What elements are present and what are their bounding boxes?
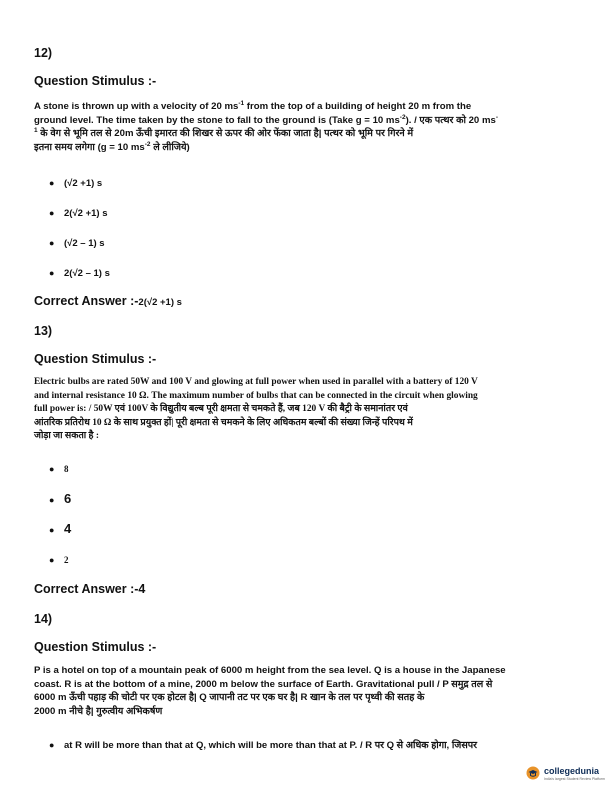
question-text-line: जोड़ा जा सकता है : xyxy=(34,431,99,441)
bullet-icon: ● xyxy=(49,495,55,505)
superscript: - xyxy=(495,113,498,121)
bullet-icon: ● xyxy=(49,740,55,750)
question-text-line: coast. R is at the bottom of a mine, 2000 m below the surface of Earth. Gravitational pull / P समुद्र तल से xyxy=(34,678,493,690)
option-text: at R will be more than that at Q, which will be more than that at P. / R पर Q से अधिक होगा, जिसपर xyxy=(64,740,478,751)
option-text: 4 xyxy=(64,521,72,536)
question-text-line: A stone is thrown up with a velocity of 20 ms xyxy=(34,101,239,112)
question-stimulus-label: Question Stimulus :- xyxy=(34,352,157,366)
option-text: 2(√2 – 1) s xyxy=(64,268,110,279)
question-text xyxy=(34,100,582,154)
logo-name: collegedunia xyxy=(544,766,600,776)
correct-answer-value: 2(√2 +1) s xyxy=(138,297,182,308)
bullet-icon: ● xyxy=(49,208,55,218)
option-item xyxy=(49,738,477,751)
option-item xyxy=(49,178,102,189)
option-text: 2(√2 +1) s xyxy=(64,208,108,219)
question-text-line: इतना समय लगेगा (g = 10 ms xyxy=(34,141,145,153)
option-item xyxy=(49,555,69,565)
correct-answer xyxy=(34,582,145,596)
option-item xyxy=(49,268,110,279)
option-text: (√2 – 1) s xyxy=(64,238,105,249)
option-item xyxy=(49,521,71,536)
question-text-line: के वेग से भूमि तल से 20m ऊँची इमारत की शिखर से ऊपर की ओर फेंका जाता है| पत्थर को भूमि पर गिरने में xyxy=(37,128,414,139)
question-text-line: Electric bulbs are rated 50W and 100 V and glowing at full power when used in parallel with a battery of 120 V xyxy=(34,377,478,387)
option-text: 2 xyxy=(64,555,69,565)
question-number: 13) xyxy=(34,324,53,338)
question-number: 14) xyxy=(34,612,53,626)
question-text-line: ground level. The time taken by the stone to fall to the ground is (Take g = 10 ms xyxy=(34,114,400,126)
bullet-icon: ● xyxy=(49,464,55,474)
question-stimulus-label: Question Stimulus :- xyxy=(34,640,157,654)
question-text-line: 6000 m ऊँची पहाड़ की चोटी पर एक होटल है| Q जापानी तट पर एक घर है| R खान के तल पर पृथ्वी की सतह के xyxy=(34,692,425,703)
option-text: 6 xyxy=(64,491,72,506)
superscript: -2 xyxy=(399,113,406,121)
bullet-icon: ● xyxy=(49,268,55,278)
bullet-icon: ● xyxy=(49,238,55,248)
superscript: 1 xyxy=(34,126,38,134)
question-text-line: ). / एक पत्थर को 20 ms xyxy=(405,114,496,126)
correct-answer-label: Correct Answer :- xyxy=(34,582,139,596)
option-item xyxy=(49,491,71,506)
question-text-line: ले लीजिये) xyxy=(150,141,190,153)
bullet-icon: ● xyxy=(49,178,55,188)
question-text-line: full power is: / 50W एवं 100V के विद्युतीय बल्ब पूरी क्षमता से चमकते हैं, जब 120 V की बैट्री के समानांतर एवं xyxy=(34,404,408,414)
bullet-icon: ● xyxy=(49,525,55,535)
question-text-line: 2000 m नीचे है| गुरुत्वीय अभिकर्षण xyxy=(34,705,163,717)
graduation-cap-icon xyxy=(526,766,540,780)
bullet-icon: ● xyxy=(49,555,55,565)
option-item xyxy=(49,464,69,474)
question-text-line: P is a hotel on top of a mountain peak of 6000 m height from the sea level. Q is a house in the Japanese xyxy=(34,665,506,676)
question-text-line: आंतरिक प्रतिरोध 10 Ω के साथ प्रयुक्त हों| पूरी क्षमता से चमकने के लिए अधिकतम बल्बों की संख्या जिन्हें परिपथ में xyxy=(34,417,413,428)
correct-answer-value: 4 xyxy=(138,582,146,596)
option-item xyxy=(49,208,108,219)
correct-answer xyxy=(34,294,182,308)
question-stimulus-label: Question Stimulus :- xyxy=(34,74,157,88)
option-text: (√2 +1) s xyxy=(64,178,103,189)
question-text-line: from the top of a building of height 20 m from the xyxy=(244,101,472,112)
superscript: -2 xyxy=(144,140,151,148)
question-text xyxy=(34,664,582,718)
question-number: 12) xyxy=(34,46,53,60)
correct-answer-label: Correct Answer :- xyxy=(34,294,139,308)
option-item xyxy=(49,238,105,249)
question-text-line: and internal resistance 10 Ω. The maximum number of bulbs that can be connected in the circuit when glowing xyxy=(34,390,478,401)
superscript: -1 xyxy=(238,99,245,107)
logo-tagline: India's largest Student Review Platform xyxy=(544,777,605,781)
collegedunia-logo xyxy=(524,764,608,788)
option-text: 8 xyxy=(64,464,69,474)
question-text xyxy=(34,376,582,444)
